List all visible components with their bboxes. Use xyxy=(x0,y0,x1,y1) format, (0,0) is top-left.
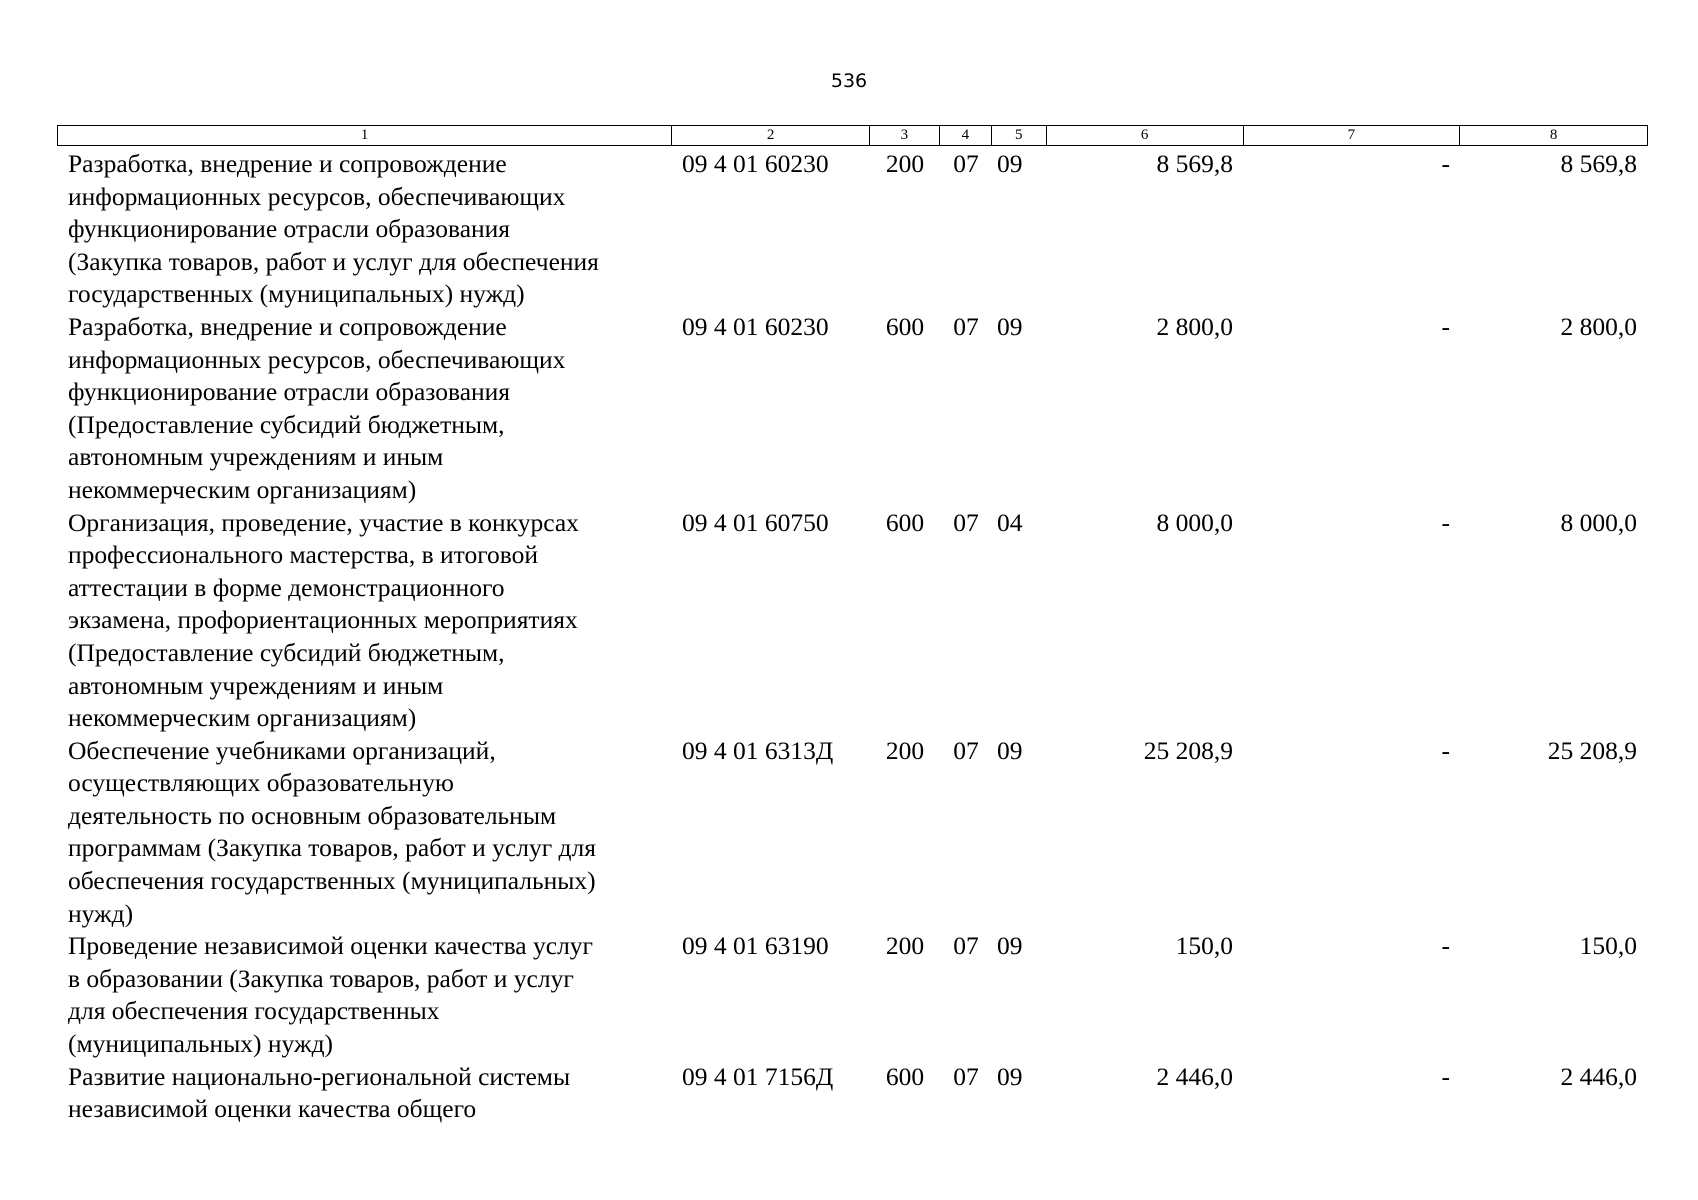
table-header xyxy=(57,125,1648,146)
row-col-8: 2 446,0 xyxy=(1560,1061,1637,1091)
header-col-2: 2 xyxy=(672,126,870,145)
table-row xyxy=(57,507,1648,735)
row-name-line: аттестации в форме демонстрационного xyxy=(68,572,505,602)
row-code: 09 4 01 6313Д xyxy=(682,735,834,765)
row-col-6: 8 000,0 xyxy=(1156,507,1233,537)
row-name-line: независимой оценки качества общего xyxy=(68,1094,477,1124)
table-row xyxy=(57,1061,1648,1126)
row-name xyxy=(57,148,672,311)
row-col-6: 2 800,0 xyxy=(1156,311,1233,341)
row-name-line: (Предоставление субсидий бюджетным, xyxy=(68,409,505,439)
row-col-7: - xyxy=(1441,1061,1450,1091)
row-name-line: деятельность по основным образовательным xyxy=(68,800,557,830)
row-col-4: 07 xyxy=(953,311,979,341)
header-col-4: 4 xyxy=(940,126,992,145)
row-name-line: осуществляющих образовательную xyxy=(68,768,454,798)
row-name-line: функционирование отрасли образования xyxy=(68,214,511,244)
row-name-line: Организация, проведение, участие в конкурсах xyxy=(68,507,579,537)
row-col-4: 07 xyxy=(953,1061,979,1091)
table-row xyxy=(57,148,1648,311)
row-name-line: нужд) xyxy=(68,898,134,928)
row-col-6: 8 569,8 xyxy=(1156,149,1233,178)
row-name-line: программам (Закупка товаров, работ и услуг для xyxy=(68,833,596,863)
row-col-7: - xyxy=(1441,507,1450,537)
row-col-7: - xyxy=(1441,311,1450,341)
row-col-4: 07 xyxy=(953,735,979,765)
row-name-line: некоммерческим организациям) xyxy=(68,703,417,733)
row-col-5: 09 xyxy=(997,311,1023,341)
row-name-line: (Закупка товаров, работ и услуг для обеспечения xyxy=(68,246,599,276)
row-col-7: - xyxy=(1441,149,1450,178)
table-row xyxy=(57,311,1648,507)
row-name-line: государственных (муниципальных) нужд) xyxy=(68,279,525,309)
row-col-8: 25 208,9 xyxy=(1547,735,1637,765)
row-name-line: Разработка, внедрение и сопровождение xyxy=(68,149,507,178)
header-col-8: 8 xyxy=(1549,127,1558,143)
row-col-3: 600 xyxy=(885,507,925,537)
row-col-5: 04 xyxy=(997,507,1023,537)
row-col-7: - xyxy=(1441,931,1450,961)
header-col-5: 5 xyxy=(992,126,1047,145)
row-col-8: 8 569,8 xyxy=(1560,149,1637,178)
row-name-line: Проведение независимой оценки качества услуг xyxy=(68,931,594,961)
row-col-3: 200 xyxy=(885,931,925,961)
row-code: 09 4 01 60750 xyxy=(682,507,829,537)
header-col-3: 3 xyxy=(870,126,940,145)
row-col-6: 2 446,0 xyxy=(1156,1061,1233,1091)
row-col-4: 07 xyxy=(953,507,979,537)
row-name-line: обеспечения государственных (муниципальных) xyxy=(68,866,596,896)
row-name xyxy=(57,311,672,507)
row-name-line: автономным учреждениям и иным xyxy=(68,442,444,472)
table-row xyxy=(57,735,1648,931)
header-col-1: 1 xyxy=(58,126,672,145)
row-col-5: 09 xyxy=(997,735,1023,765)
row-name-line: (муниципальных) нужд) xyxy=(68,1029,334,1059)
row-col-5: 09 xyxy=(997,149,1023,178)
row-col-8: 8 000,0 xyxy=(1560,507,1637,537)
row-name-line: автономным учреждениям и иным xyxy=(68,670,444,700)
row-name-line: Разработка, внедрение и сопровождение xyxy=(68,311,507,341)
row-col-3: 600 xyxy=(885,1061,925,1091)
row-col-4: 07 xyxy=(953,149,979,178)
row-name-line: информационных ресурсов, обеспечивающих xyxy=(68,344,566,374)
row-col-6: 150,0 xyxy=(1175,931,1233,961)
row-col-5: 09 xyxy=(997,1061,1023,1091)
row-name-line: в образовании (Закупка товаров, работ и услуг xyxy=(68,963,574,993)
row-col-3: 600 xyxy=(885,311,925,341)
row-name-line: (Предоставление субсидий бюджетным, xyxy=(68,637,505,667)
row-name-line: информационных ресурсов, обеспечивающих xyxy=(68,181,566,211)
row-code: 09 4 01 60230 xyxy=(682,149,829,178)
row-name xyxy=(57,735,672,931)
row-name-line: экзамена, профориентационных мероприятиях xyxy=(68,605,578,635)
row-col-5: 09 xyxy=(997,931,1023,961)
row-name-line: функционирование отрасли образования xyxy=(68,377,511,407)
row-code: 09 4 01 63190 xyxy=(682,931,829,961)
header-col-7: 7 xyxy=(1244,126,1461,145)
row-col-8: 150,0 xyxy=(1579,931,1637,961)
row-col-7: - xyxy=(1441,735,1450,765)
row-name-line: для обеспечения государственных xyxy=(68,996,440,1026)
header-col-6: 6 xyxy=(1047,126,1244,145)
row-name-line: Обеспечение учебниками организаций, xyxy=(68,735,496,765)
row-name-line: профессионального мастерства, в итоговой xyxy=(68,540,539,570)
table-row xyxy=(57,930,1648,1060)
row-name-line: Развитие национально-региональной системы xyxy=(68,1061,571,1091)
page-number: 536 xyxy=(830,70,868,92)
table-body xyxy=(57,148,1648,1126)
row-code: 09 4 01 60230 xyxy=(682,311,829,341)
row-code: 09 4 01 7156Д xyxy=(682,1061,834,1091)
row-name xyxy=(57,507,672,735)
row-col-4: 07 xyxy=(953,931,979,961)
row-col-6: 25 208,9 xyxy=(1143,735,1233,765)
row-col-8: 2 800,0 xyxy=(1560,311,1637,341)
row-name-line: некоммерческим организациям) xyxy=(68,474,417,504)
row-name xyxy=(57,1061,672,1126)
row-name xyxy=(57,930,672,1060)
row-col-3: 200 xyxy=(885,149,925,178)
row-col-3: 200 xyxy=(885,735,925,765)
